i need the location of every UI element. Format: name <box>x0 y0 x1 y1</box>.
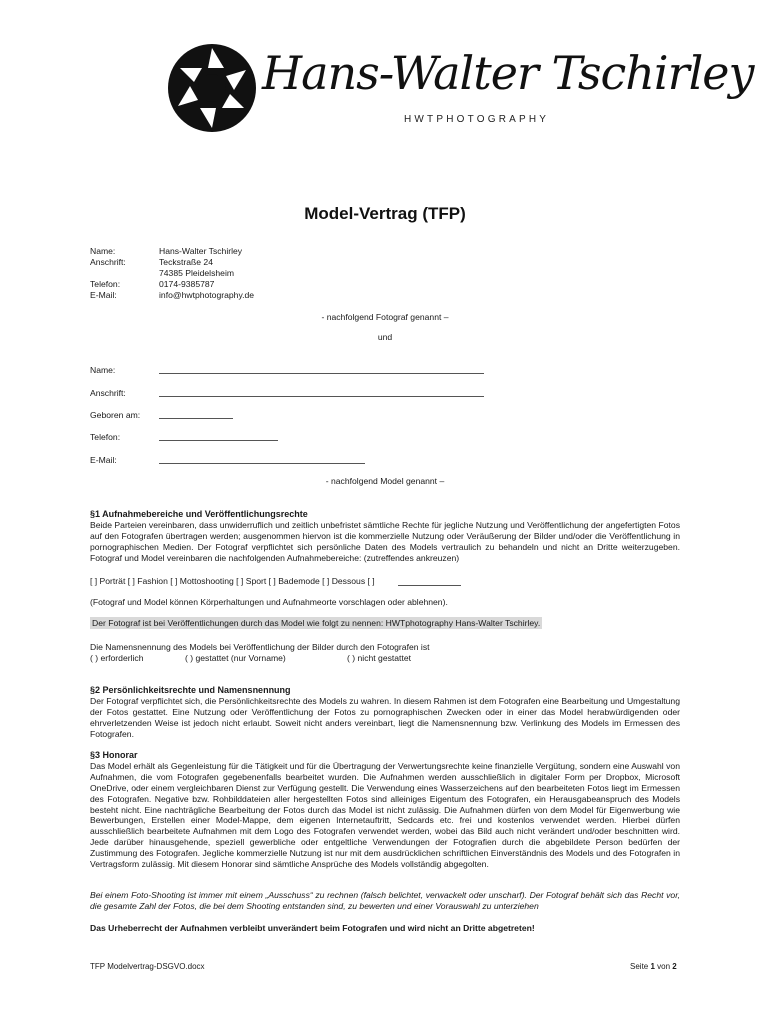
field-value: 74385 Pleidelsheim <box>159 268 235 278</box>
section-heading: §1 Aufnahmebereiche und Veröffentlichungsrechte <box>90 509 308 519</box>
section-1 <box>90 509 680 564</box>
model-naming-intro: Die Namensnennung des Models bei Veröffentlichung der Bilder durch den Fotografen ist <box>90 642 430 652</box>
model-phone-input-line[interactable] <box>159 440 278 441</box>
field-value: 0174-9385787 <box>159 279 215 289</box>
total-pages: 2 <box>672 962 677 971</box>
logo <box>166 44 754 134</box>
field-label: Anschrift: <box>90 388 126 398</box>
highlighted-credit-text: Der Fotograf ist bei Veröffentlichungen durch das Model wie folgt zu nennen: HWTphotography Hans-Walter Tschirley. <box>92 618 541 628</box>
naming-option-required[interactable]: ( ) erforderlich <box>90 653 144 663</box>
naming-option-forbidden[interactable]: ( ) nicht gestattet <box>347 653 412 663</box>
logo-wordmark: Hans-Walter Tschirley <box>262 46 754 100</box>
field-label: Name: <box>90 365 116 375</box>
field-label: Telefon: <box>90 432 121 442</box>
model-email-input-line[interactable] <box>159 463 365 464</box>
field-value: Teckstraße 24 <box>159 257 213 267</box>
field-label: E-Mail: <box>90 290 117 300</box>
section-2 <box>90 685 680 740</box>
category-checkboxes[interactable]: [ ] Porträt [ ] Fashion [ ] Mottoshooting [ ] Sport [ ] Bademode [ ] Dessous [ ] <box>90 576 375 586</box>
of-word: von <box>657 962 671 971</box>
camera-aperture-icon <box>166 42 258 134</box>
pose-note: (Fotograf und Model können Körperhaltungen und Aufnahmeorte vorschlagen oder ablehnen). <box>90 597 448 607</box>
model-address-input-line[interactable] <box>159 396 484 397</box>
field-label: Telefon: <box>90 279 121 289</box>
field-label: Name: <box>90 246 116 256</box>
page-word: Seite <box>630 962 649 971</box>
other-category-input-line[interactable] <box>398 585 461 586</box>
current-page: 1 <box>650 962 655 971</box>
logo-subtitle: HWTPHOTOGRAPHY <box>404 114 550 125</box>
naming-option-firstname[interactable]: ( ) gestattet (nur Vorname) <box>185 653 286 663</box>
section-body: Der Fotograf verpflichtet sich, die Persönlichkeitsrechte des Models zu wahren. In diesem Rahmen ist dem Fotografen eine Bearbeitung und Umgestaltung der Fotos gestattet. Eine Nutzung oder Veröffentlichung der Fotos zu pornographischen Zwecken oder in einer das Model herabwürdigenden oder ehrverletzenden Weise ist jedoch nicht erlaubt. Soweit nicht anders vereinbart, liegt die Namensnennung bzw. Verlinkung des Models im Ermessen des Fotografen. <box>90 695 680 739</box>
section-body: Beide Parteien vereinbaren, dass unwiderruflich und zeitlich unbefristet sämtliche Rechte für jegliche Nutzung und Veröffentlichung der angefertigten Fotos auf den Fotografen übertragen werden; ausgenommen hiervon ist die kommerzielle Nutzung oder Veräußerung der Bilder und/oder die Veröffentlichung in pornographischen Medien. Der Fotograf verpflichtet sich persönliche Daten des Models vertraulich zu behandeln und nicht an Dritte weiterzugeben. Fotograf und Model vereinbaren die nachfolgenden Aufnahmebereiche: (zutreffendes ankreuzen) <box>90 519 680 563</box>
credit-requirement <box>90 618 542 628</box>
model-name-input-line[interactable] <box>159 373 484 374</box>
section-3 <box>90 750 680 870</box>
outtake-note: Bei einem Foto-Shooting ist immer mit einem „Ausschuss“ zu rechnen (falsch belichtet, verwackelt oder unscharf). Der Fotograf behält sich das Recht vor, die gesamte Zahl der Fotos, die bei dem Shooting entstanden sind, zu bewerten und einer Vorauswahl zu unterziehen <box>90 890 680 911</box>
field-value: info@hwtphotography.de <box>159 290 255 300</box>
section-heading: §2 Persönlichkeitsrechte und Namensnennung <box>90 685 291 695</box>
section-body: Das Model erhält als Gegenleistung für die Tätigkeit und für die Übertragung der Verwertungsrechte keine finanzielle Vergütung, sondern eine Auswahl von Aufnahmen, die vom Fotografen gegebenenfalls bearbeitet wurden. Die Aufnahmen werden ausschließlich in digitaler Form per Dropbox, Microsoft OneDrive, oder einem vergleichbaren Dienst zur Verfügung gestellt. Die Verwendung eines Wasserzeichens auf den bearbeiteten Fotos liegt im Ermessen des Fotografen. Negative bzw. Rohbilddateien aller hergestellten Fotos sind alleiniges Eigentum des Fotografen, ein Herausgabeanspruch des Models besteht nicht. Eine nachträgliche Bearbeitung der Fotos durch das Model ist nicht zulässig. Die Aufnahmen dürfen von dem Model für Eigenwerbung wie Bewerbungen, Erstellen einer Model-Mappe, dem eigenen Internetauftritt, Sedcards etc. frei und kostenlos verwendet werden. Hierbei dürfen ausschließlich bearbeitete Aufnahmen mit dem Logo des Fotografen verwendet werden, wobei das Bild auch nicht verändert und/oder beschnitten wird. Jede darüber hinausgehende, speziell gewerbliche oder entgeltliche Verwendungen der Fotografien durch die abgebildete Person bedürfen der Zustimmung des Fotografen. Jegliche kommerzielle Nutzung ist nur mit dem ausdrücklichen schriftlichen Einverständnis des Models und des Fotografen in Vertragsform zulässig. Mit diesem Honorar sind sämtliche Ansprüche des Models vollständig abgegolten. <box>90 760 680 870</box>
model-birthdate-input-line[interactable] <box>159 418 233 419</box>
shooting-category-options[interactable] <box>90 576 375 586</box>
field-label: Geboren am: <box>90 410 141 420</box>
footer-page-number <box>630 962 677 971</box>
copyright-statement: Das Urheberrecht der Aufnahmen verbleibt unverändert beim Fotografen und wird nicht an Dritte abgetreten! <box>90 923 535 933</box>
field-label: Anschrift: <box>90 257 126 267</box>
and-separator: und <box>377 332 393 342</box>
section-heading: §3 Honorar <box>90 750 138 760</box>
footer-filename: TFP Modelvertrag-DSGVO.docx <box>90 962 205 971</box>
photographer-note: - nachfolgend Fotograf genannt – <box>321 312 449 322</box>
model-note: - nachfolgend Model genannt – <box>325 476 445 486</box>
field-label: E-Mail: <box>90 455 117 465</box>
document-title: Model-Vertrag (TFP) <box>304 204 466 223</box>
field-value: Hans-Walter Tschirley <box>159 246 243 256</box>
